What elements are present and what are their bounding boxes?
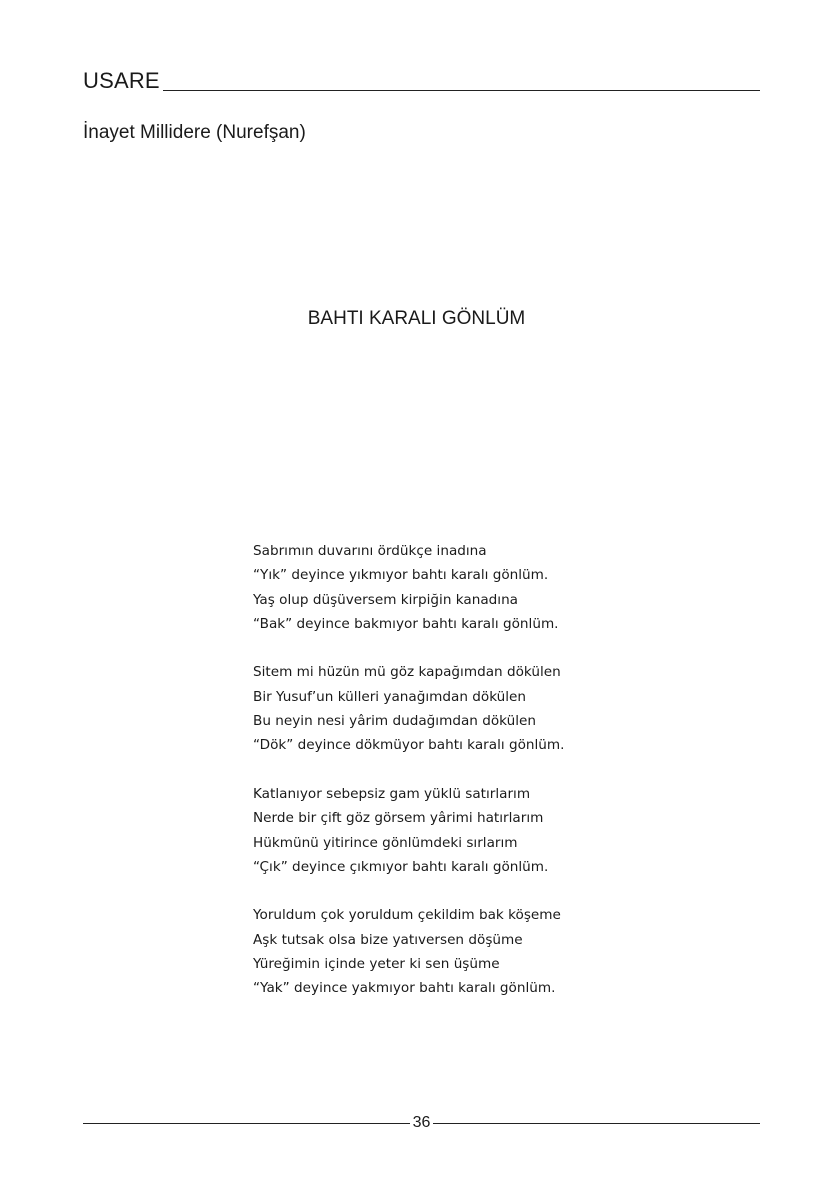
poem-line: “Yak” deyince yakmıyor bahtı karalı gönlüm.	[253, 980, 556, 997]
footer-rule-left	[83, 1123, 410, 1124]
stanza-2	[253, 660, 564, 757]
poem-line: Yaş olup düşüversem kirpiğin kanadına	[253, 591, 519, 608]
poem-line: Bu neyin nesi yârim dudağımdan dökülen	[253, 713, 536, 730]
poem-line: “Bak” deyince bakmıyor bahtı karalı gönlüm.	[253, 615, 559, 632]
poem-line: Yüreğimin içinde yeter ki sen üşüme	[253, 956, 500, 973]
poem-title: BAHTI KARALI GÖNLÜM	[307, 308, 526, 329]
stanza-3	[253, 782, 564, 879]
page-footer	[83, 1115, 760, 1131]
poem-line: Bir Yusuf’un külleri yanağımdan dökülen	[253, 688, 527, 705]
poem-line: Yoruldum çok yoruldum çekildim bak köşeme	[253, 907, 561, 924]
journal-name: USARE	[83, 68, 160, 93]
poem-line: Aşk tutsak olsa bize yatıversen döşüme	[253, 931, 523, 948]
header-rule	[163, 90, 760, 91]
page-number: 36	[412, 1114, 431, 1131]
stanza-1	[253, 539, 564, 636]
poem-line: Hükmünü yitirince gönlümdeki sırlarım	[253, 834, 518, 851]
poem-line: Sitem mi hüzün mü göz kapağımdan dökülen	[253, 664, 561, 681]
footer-rule-right	[433, 1123, 760, 1124]
poem-line: “Yık” deyince yıkmıyor bahtı karalı gönlüm.	[253, 567, 549, 584]
poem-line: Nerde bir çift göz görsem yârimi hatırlarım	[253, 810, 544, 827]
poem-line: “Dök” deyince dökmüyor bahtı karalı gönlüm.	[253, 737, 565, 754]
running-header	[83, 70, 760, 92]
poem-line: “Çık” deyince çıkmıyor bahtı karalı gönlüm.	[253, 858, 549, 875]
author-name: İnayet Millidere (Nurefşan)	[83, 122, 306, 143]
stanza-4	[253, 903, 564, 1000]
poem-line: Sabrımın duvarını ördükçe inadına	[253, 543, 487, 559]
poem-body	[253, 539, 564, 1001]
poem-line: Katlanıyor sebepsiz gam yüklü satırlarım	[253, 785, 531, 802]
